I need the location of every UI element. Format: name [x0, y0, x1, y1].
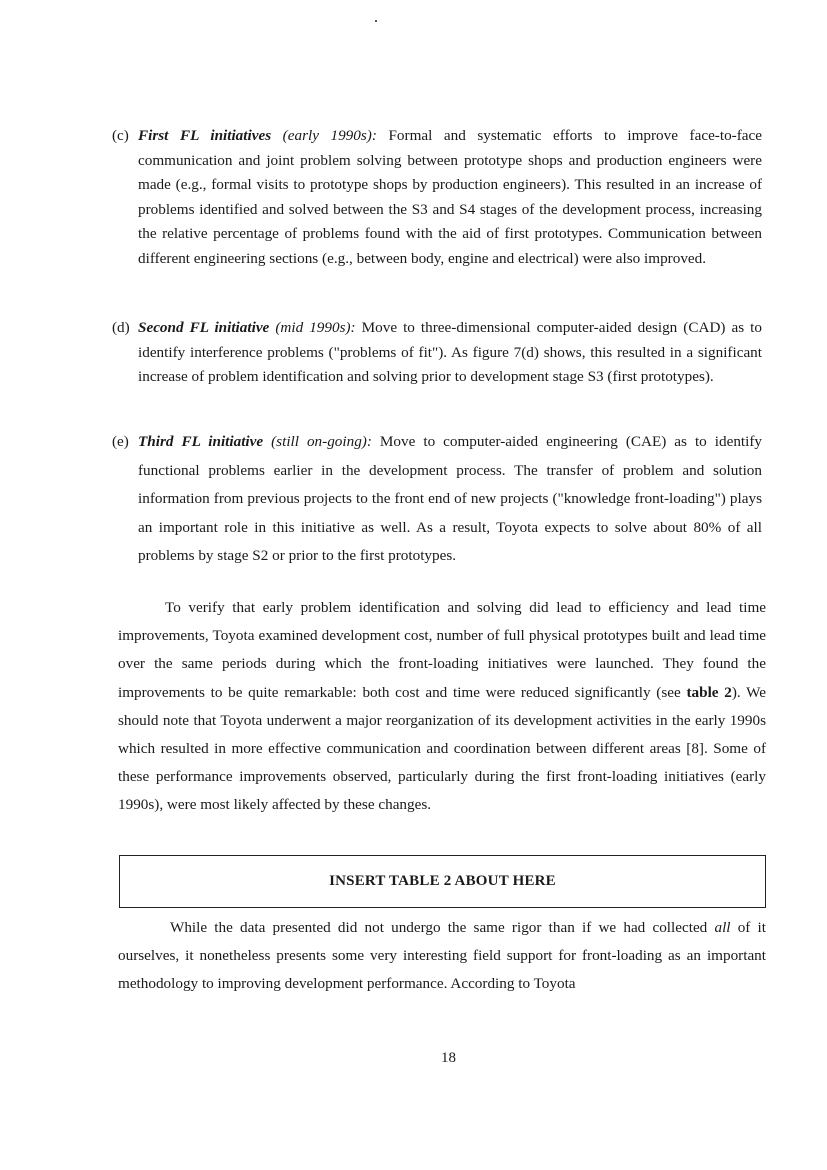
list-marker: (e)	[112, 433, 129, 450]
item-title: First FL initiatives	[138, 127, 272, 144]
item-title: Second FL initiative	[138, 319, 270, 336]
item-title: Third FL initiative	[138, 433, 264, 450]
list-item-c	[112, 124, 762, 272]
item-date: (early 1990s):	[282, 127, 377, 144]
item-text: Move to computer-aided engineering (CAE) as to identify functional problems earlier in the development process. The transfer of problem and solution information from previous projects to the front end of new projects ("knowledge front-loading") plays an important role in this initiative as well. As a result, Toyota expects to solve about 80% of all problems by stage S2 or prior to the first prototypes.	[138, 433, 762, 565]
body-paragraph-2	[118, 914, 766, 999]
list-item-d	[112, 316, 762, 390]
list-marker: (d)	[112, 319, 130, 336]
list-marker: (c)	[112, 127, 129, 144]
table-reference: table 2	[686, 683, 732, 701]
item-date: (mid 1990s):	[275, 319, 356, 336]
paragraph-text: While the data presented did not undergo the same rigor than if we had collected	[170, 919, 715, 936]
item-text: Move to three-dimensional computer-aided design (CAD) as to identify interference problems ("problems of fit"). As figure 7(d) shows, this resulted in a significant increase of problem identification and solving prior to development stage S3 (first prototypes).	[138, 319, 762, 386]
item-text: Formal and systematic efforts to improve face-to-face communication and joint problem solving between prototype shops and production engineers were made (e.g., formal visits to prototype shops by production engineers). This resulted in an increase of problems identified and solved between the S3 and S4 stages of the development process, increasing the relative percentage of problems found with the aid of first prototypes. Communication between different engineering sections (e.g., between body, engine and electrical) were also improved.	[138, 127, 763, 267]
paragraph-text: To verify that early problem identification and solving did lead to efficiency and lead time improvements, Toyota examined development cost, number of full physical prototypes built and lead time over the same periods during which the front-loading initiatives were launched. They found the improvements to be quite remarkable: both cost and time were reduced significantly (see	[118, 599, 766, 701]
emphasis: all	[714, 919, 731, 936]
scan-mark	[375, 20, 377, 22]
paragraph-text: of it ourselves, it nonetheless presents some very interesting field support for front-loading as an important methodology to improving development performance. According to Toyota	[118, 919, 766, 993]
page-number: 18	[441, 1050, 456, 1066]
insert-table-box	[119, 855, 766, 908]
item-date: (still on-going):	[271, 433, 372, 450]
list-item-e	[112, 428, 762, 571]
paragraph-text: ). We should note that Toyota underwent a major reorganization of its development activities in the early 1990s which resulted in more effective communication and coordination between different areas [8]. Some of these performance improvements observed, particularly during the first front-loading initiatives (early 1990s), were most likely affected by these changes.	[118, 683, 766, 814]
body-paragraph-1	[118, 594, 766, 820]
insert-table-label: INSERT TABLE 2 ABOUT HERE	[329, 873, 556, 889]
